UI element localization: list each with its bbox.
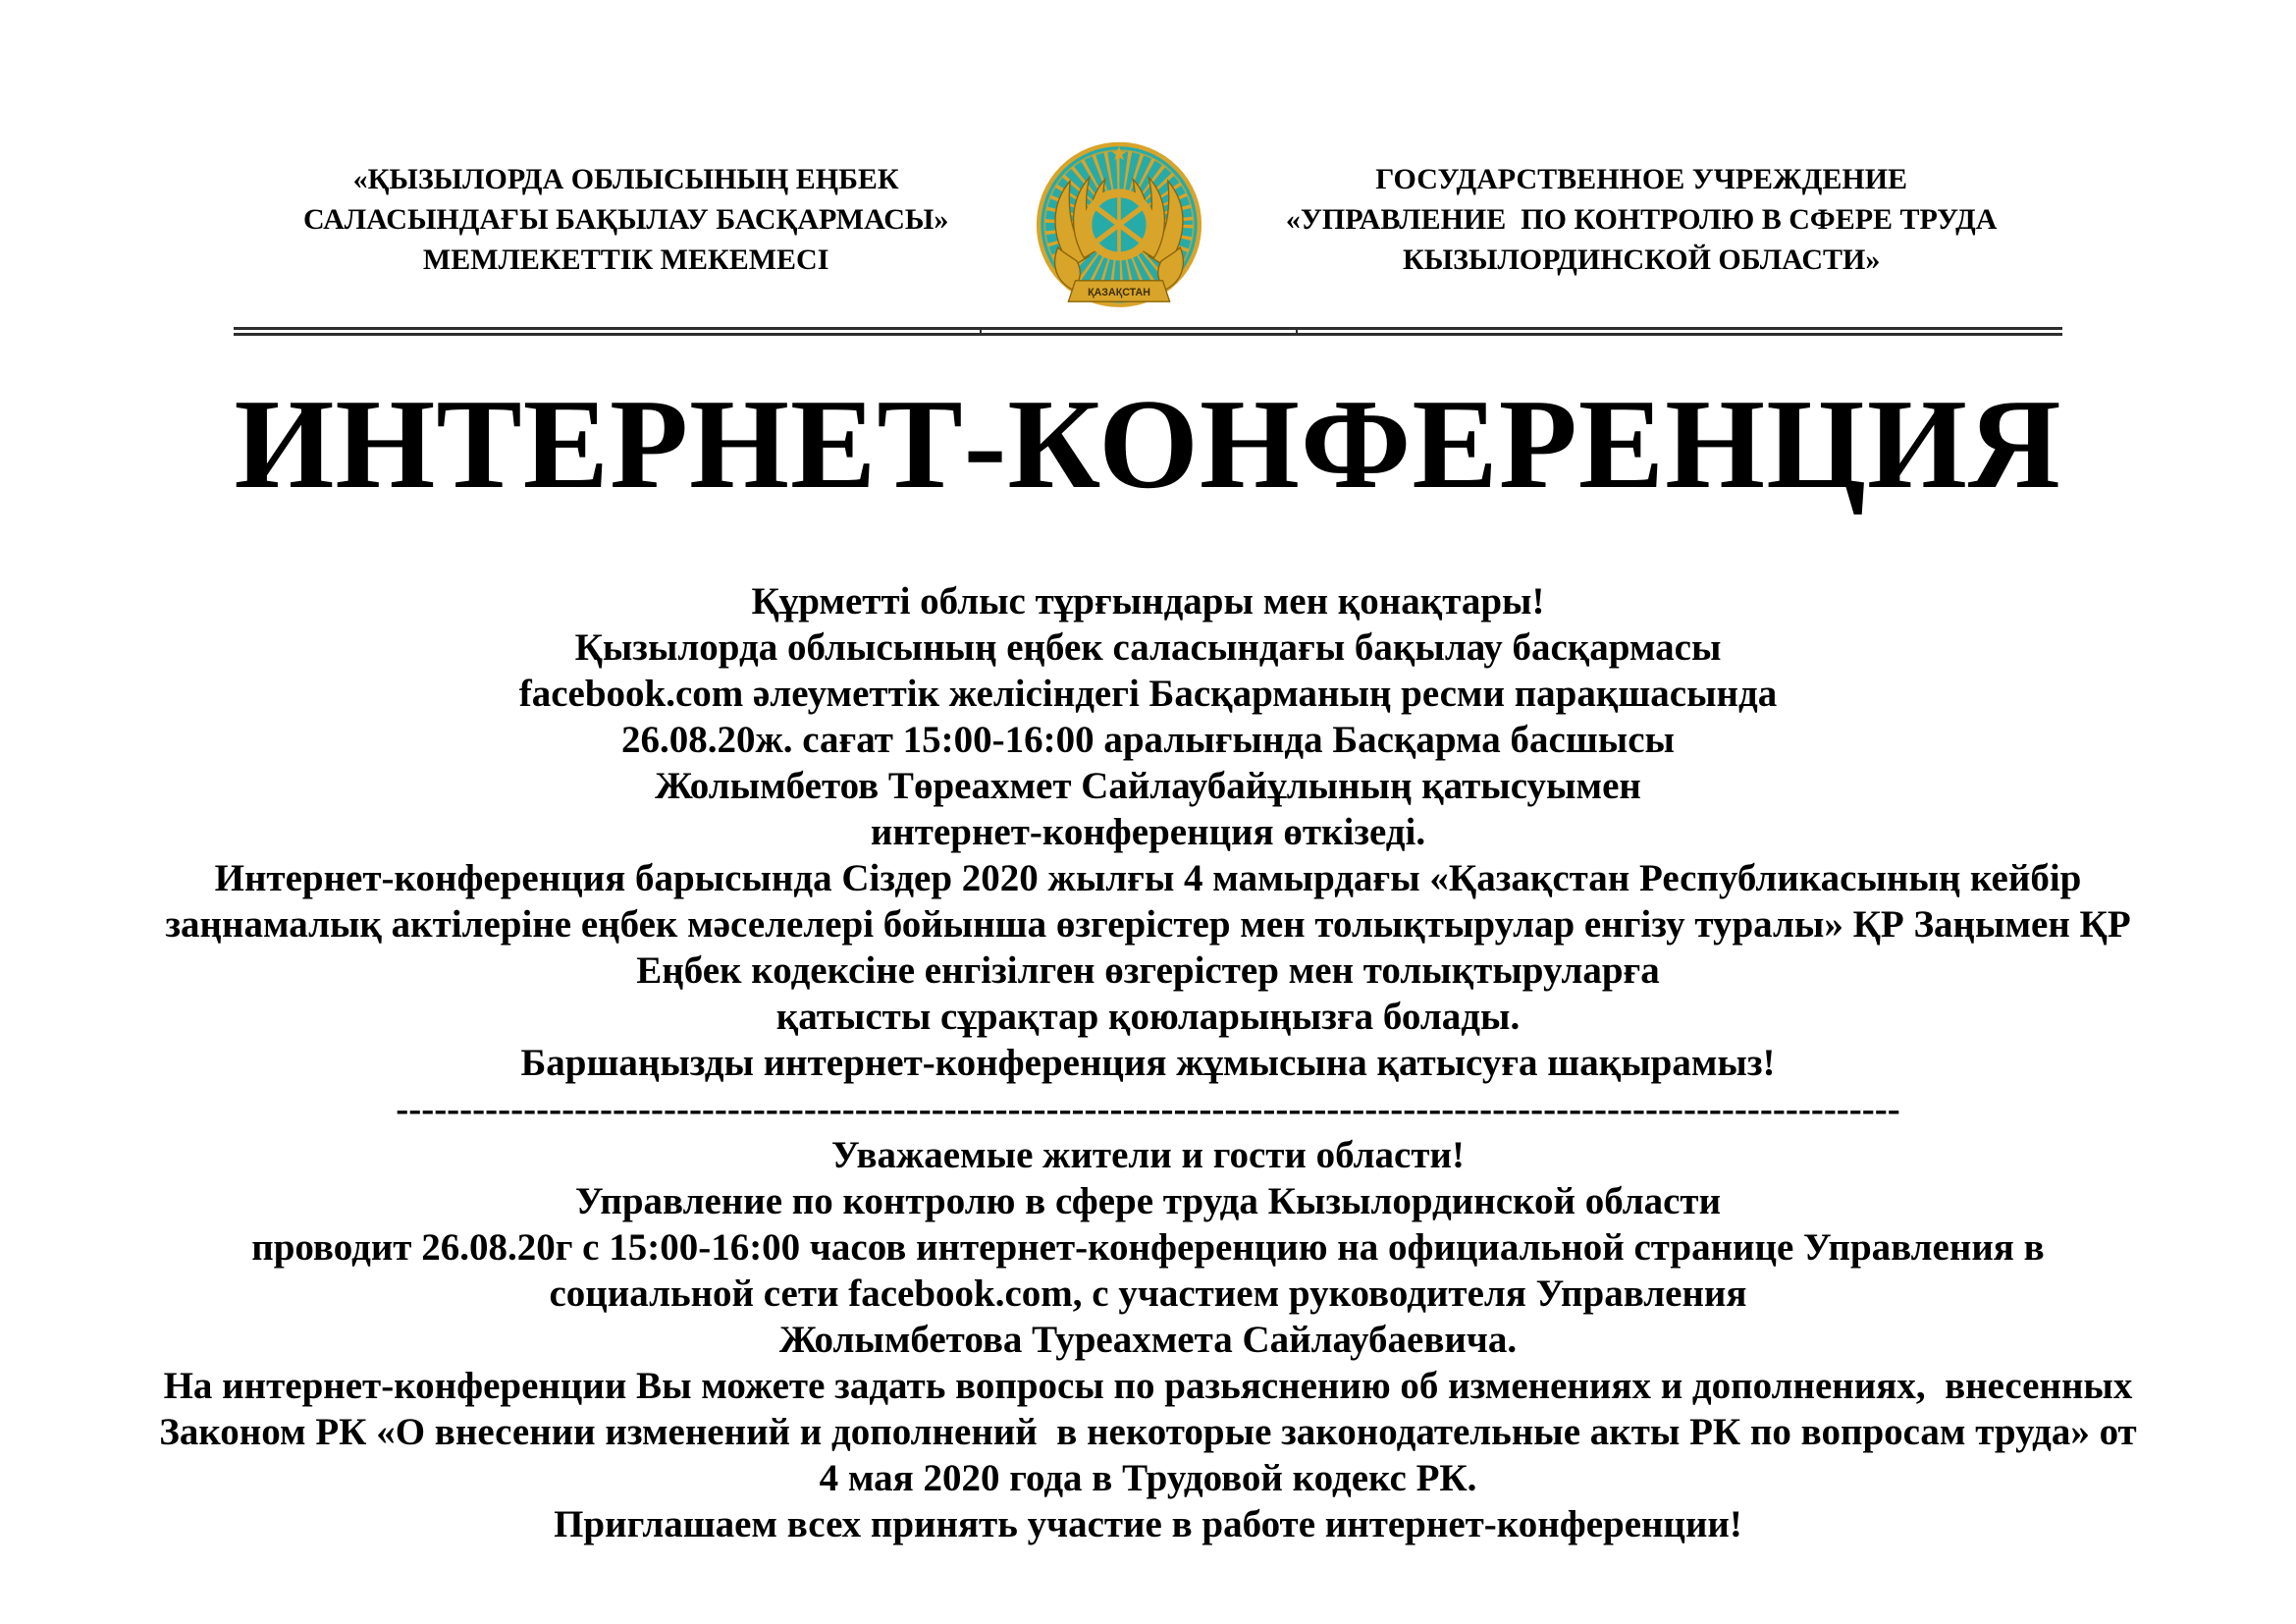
letterhead bbox=[245, 135, 2051, 319]
text-line: проводит 26.08.20г с 15:00-16:00 часов интернет-конференцию на официальной странице Управления в bbox=[251, 1226, 2045, 1270]
text-line: заңнамалық актілеріне еңбек мәселелері бойынша өзгерістер мен толықтырулар енгізу туралы» ҚР Заңымен ҚР bbox=[165, 903, 2131, 947]
text-line: интернет-конференция өткізеді. bbox=[870, 811, 1426, 854]
header-rule bbox=[234, 327, 2062, 336]
kazakhstan-coat-of-arms-icon bbox=[1032, 135, 1206, 319]
text-line: Жолымбетова Туреахмета Сайлаубаевича. bbox=[778, 1319, 1518, 1362]
org-name-line: МЕМЛЕКЕТТІК МЕКЕМЕСІ bbox=[422, 244, 829, 276]
emblem bbox=[1006, 135, 1232, 319]
text-line: Құрметті облыс тұрғындары мен қонақтары! bbox=[751, 580, 1545, 623]
org-name-line: «УПРАВЛЕНИЕ ПО КОНТРОЛЮ В СФЕРЕ ТРУДА bbox=[1285, 203, 1998, 236]
text-line: Қызылорда облысының еңбек саласындағы бақылау басқармасы bbox=[574, 626, 1722, 670]
emblem-banner bbox=[1069, 281, 1170, 301]
text-line: қатысты сұрақтар қоюларыңызға болады. bbox=[775, 996, 1521, 1039]
org-name-russian bbox=[1232, 135, 2051, 280]
announcement-body bbox=[0, 578, 2296, 1547]
text-line: 26.08.20ж. сағат 15:00-16:00 аралығында Басқарма басшысы bbox=[620, 719, 1675, 762]
emblem-banner-label: ҚАЗАҚСТАН bbox=[1088, 286, 1151, 298]
org-name-kazakh bbox=[245, 135, 1006, 280]
text-line: социальной сети facebook.com, с участием руководителя Управления bbox=[549, 1272, 1747, 1316]
text-line: facebook.com әлеуметтік желісіндегі Басқарманың ресми парақшасында bbox=[518, 673, 1778, 716]
text-line: Уважаемые жители и гости области! bbox=[831, 1134, 1465, 1177]
text-line: Баршаңызды интернет-конференция жұмысына қатысуға шақырамыз! bbox=[520, 1042, 1776, 1085]
kazakh-section bbox=[165, 578, 2130, 1086]
page-title: ИНТЕРНЕТ-КОНФЕРЕНЦИЯ bbox=[234, 373, 2062, 515]
org-name-line: ГОСУДАРСТВЕННОЕ УЧРЕЖДЕНИЕ bbox=[1375, 163, 1908, 195]
section-separator: ---------------------------------------------------------------------------------------------------------------------- bbox=[396, 1088, 1900, 1131]
russian-section bbox=[159, 1132, 2136, 1547]
org-name-line: САЛАСЫНДАҒЫ БАҚЫЛАУ БАСҚАРМАСЫ» bbox=[302, 203, 949, 236]
text-line: Жолымбетов Төреахмет Сайлаубайұлының қатысуымен bbox=[655, 765, 1641, 808]
text-line: 4 мая 2020 года в Трудовой кодекс РК. bbox=[819, 1457, 1477, 1500]
org-name-line: «ҚЫЗЫЛОРДА ОБЛЫСЫНЫҢ ЕҢБЕК bbox=[352, 163, 899, 195]
text-line: Приглашаем всех принять участие в работе интернет-конференции! bbox=[554, 1503, 1742, 1546]
text-line: Интернет-конференция барысында Сіздер 2020 жылғы 4 мамырдағы «Қазақстан Республикасының кейбір bbox=[214, 857, 2082, 900]
rule-tick bbox=[980, 327, 982, 336]
text-line: На интернет-конференции Вы можете задать вопросы по разьяснению об изменениях и дополнениях, внесенных bbox=[163, 1365, 2133, 1408]
rule-tick bbox=[1296, 327, 1298, 336]
text-line: Еңбек кодексіне енгізілген өзгерістер мен толықтыруларға bbox=[636, 949, 1660, 993]
emblem-shanyrak bbox=[1088, 193, 1150, 256]
org-name-line: КЫЗЫЛОРДИНСКОЙ ОБЛАСТИ» bbox=[1402, 244, 1881, 276]
text-line: Управление по контролю в сфере труда Кызылординской области bbox=[574, 1180, 1722, 1223]
text-line: Законом РК «О внесении изменений и дополнений в некоторые законодательные акты РК по вопросам труда» от bbox=[159, 1411, 2137, 1454]
